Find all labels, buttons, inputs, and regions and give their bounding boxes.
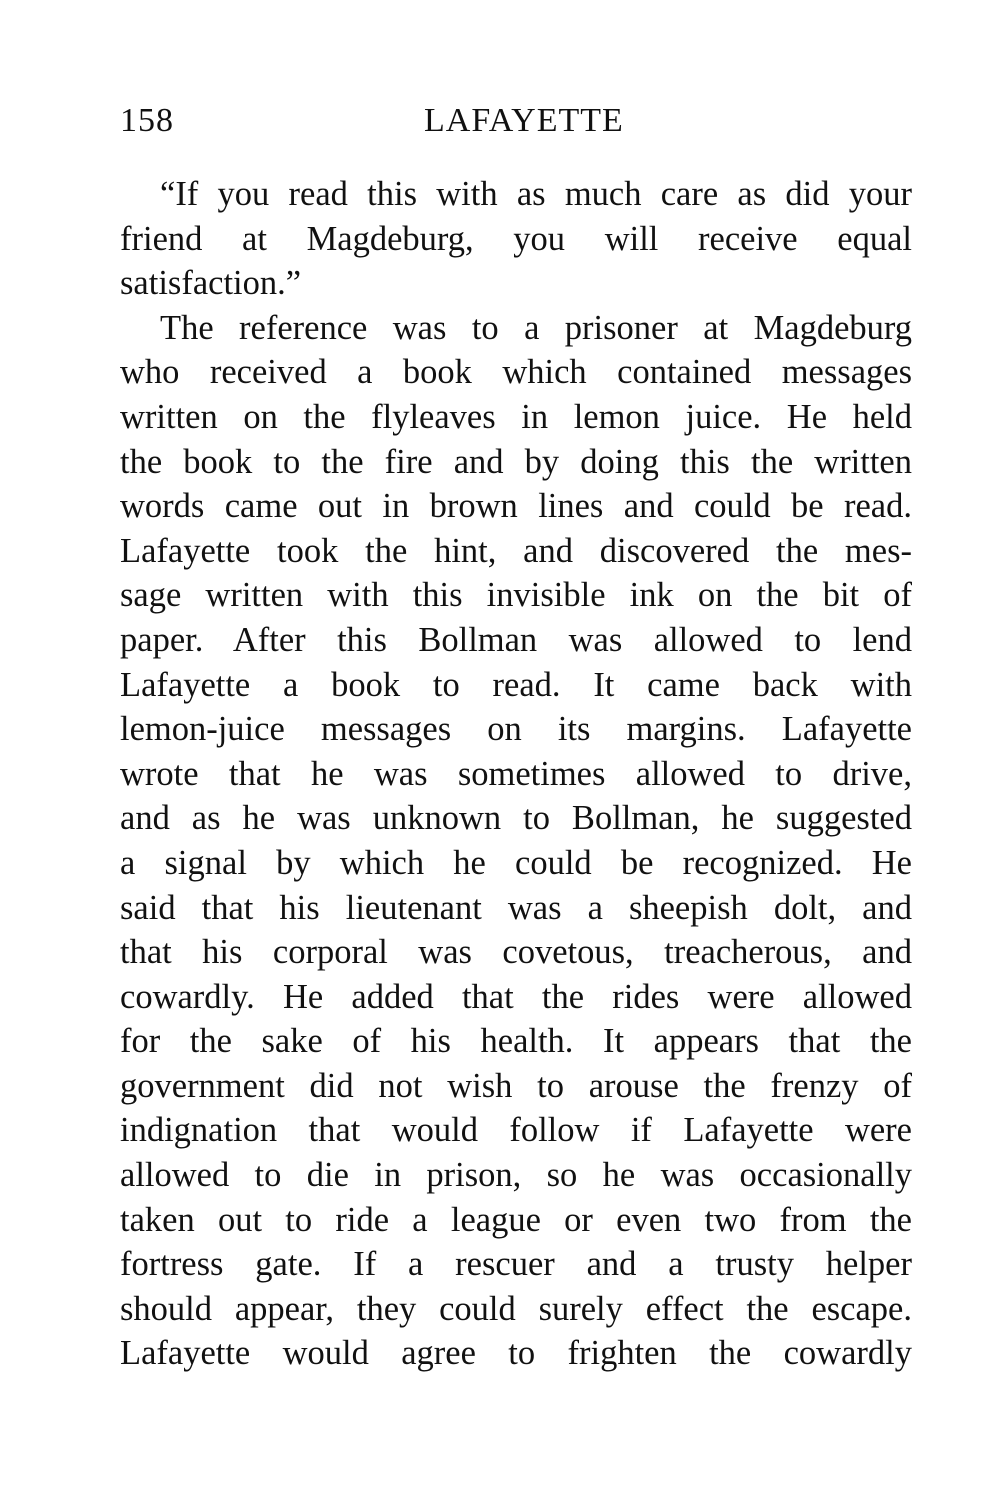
body-text bbox=[120, 172, 912, 1376]
text-line: that his corporal was covetous, treacherous, and bbox=[120, 933, 912, 972]
page-number: 158 bbox=[120, 102, 174, 139]
text-line: Lafayette a book to read. It came back with bbox=[120, 665, 912, 704]
text-line: and as he was unknown to Bollman, he suggested bbox=[120, 799, 912, 838]
page-header bbox=[120, 96, 920, 146]
text-line: Lafayette would agree to frighten the cowardly bbox=[120, 1334, 912, 1373]
text-line: The reference was to a prisoner at Magdeburg bbox=[160, 308, 912, 347]
text-line: for the sake of his health. It appears that the bbox=[120, 1022, 912, 1061]
text-line: words came out in brown lines and could be read. bbox=[120, 487, 912, 526]
text-line: “If you read this with as much care as did your bbox=[160, 175, 912, 213]
text-line: a signal by which he could be recognized. He bbox=[120, 843, 912, 882]
text-line: the book to the fire and by doing this the written bbox=[120, 442, 912, 481]
text-line: allowed to die in prison, so he was occasionally bbox=[120, 1156, 912, 1195]
text-line: said that his lieutenant was a sheepish dolt, and bbox=[120, 888, 912, 927]
text-line: indignation that would follow if Lafayette were bbox=[120, 1111, 912, 1150]
text-line: should appear, they could surely effect the escape. bbox=[120, 1289, 912, 1328]
text-line: cowardly. He added that the rides were allowed bbox=[120, 977, 912, 1016]
text-line: friend at Magdeburg, you will receive equal bbox=[120, 219, 912, 258]
text-line: written on the flyleaves in lemon juice. He held bbox=[120, 397, 912, 436]
text-line: paper. After this Bollman was allowed to lend bbox=[120, 620, 912, 659]
text-line: satisfaction.” bbox=[120, 264, 302, 303]
text-line: who received a book which contained messages bbox=[120, 353, 912, 392]
text-line: government did not wish to arouse the frenzy of bbox=[120, 1066, 912, 1105]
text-line: lemon-juice messages on its margins. Lafayette bbox=[120, 710, 912, 749]
text-line: Lafayette took the hint, and discovered the mes- bbox=[120, 531, 912, 570]
running-head: LAFAYETTE bbox=[424, 102, 624, 139]
text-line: wrote that he was sometimes allowed to drive, bbox=[120, 754, 912, 793]
text-line: sage written with this invisible ink on the bit of bbox=[120, 576, 912, 615]
text-line: fortress gate. If a rescuer and a trusty helper bbox=[120, 1245, 912, 1284]
text-line: taken out to ride a league or even two from the bbox=[120, 1200, 912, 1239]
